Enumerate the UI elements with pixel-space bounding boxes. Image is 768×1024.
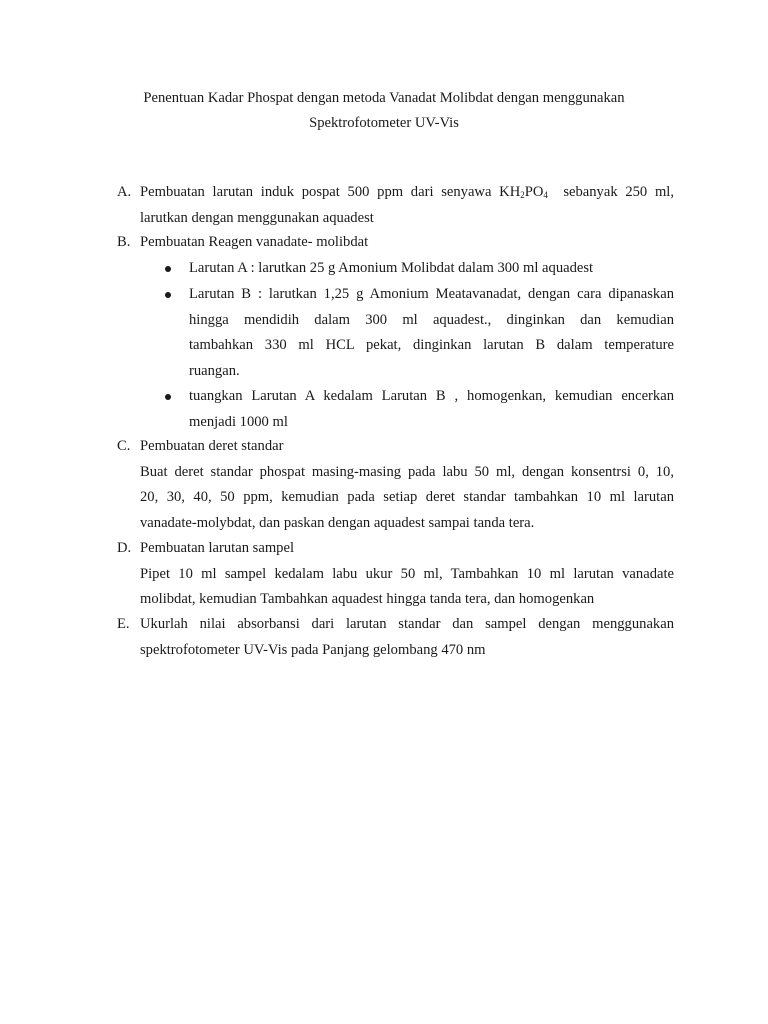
section-a-line-2: larutkan dengan menggunakan aquadest: [140, 209, 374, 226]
bullet-1-line-1: Larutan A : larutkan 25 g Amonium Molibdat dalam 300 ml aquadest: [189, 260, 594, 276]
section-a-line-1: [140, 180, 674, 206]
section-c-line-1: Buat deret standar phospat masing-masing pada labu 50 ml, dengan konsentrsi 0, 10,: [140, 463, 674, 480]
section-b-heading: Pembuatan Reagen vanadate- molibdat: [140, 234, 369, 250]
section-d-text: [140, 536, 674, 613]
title-line-1: Penentuan Kadar Phospat dengan metoda Vanadat Molibdat dengan menggunakan: [143, 90, 625, 106]
bullet-2-line-4: ruangan.: [189, 362, 240, 379]
subscript-2: 2: [520, 190, 525, 200]
section-b-marker: B.: [117, 234, 131, 250]
bullet-2-line-1: Larutan B : larutkan 1,25 g Amonium Meatavanadat, dengan cara dipanaskan: [189, 286, 674, 302]
section-c-text: [140, 434, 674, 536]
bullet-3-line-1: tuangkan Larutan A kedalam Larutan B , homogenkan, kemudian encerkan: [189, 388, 674, 404]
bullet-2-line-3: tambahkan 330 ml HCL pekat, dinginkan larutan B dalam temperature: [189, 337, 674, 353]
section-b-heading-wrap: [140, 230, 674, 256]
bullet-icon: [165, 394, 171, 400]
section-c-heading: Pembuatan deret standar: [140, 438, 284, 454]
section-e-marker: E.: [117, 616, 130, 632]
bullet-1-text: [189, 256, 674, 282]
section-a-marker: A.: [117, 184, 132, 200]
section-e-line-1: Ukurlah nilai absorbansi dari larutan standar dan sampel dengan menggunakan: [140, 616, 674, 632]
subscript-4: 4: [543, 190, 548, 200]
bullet-3-text: [189, 384, 674, 435]
section-e-text: [140, 612, 674, 663]
section-a-line-1-mid: PO: [524, 184, 544, 200]
bullet-2-text: [189, 282, 674, 384]
section-d-marker: D.: [117, 540, 132, 556]
section-d-line-2: molibdat, kemudian Tambahkan aquadest hingga tanda tera, dan homogenkan: [140, 591, 595, 607]
section-d-line-1: Pipet 10 ml sampel kedalam labu ukur 50 ml, Tambahkan 10 ml larutan vanadate: [140, 565, 674, 582]
section-a-line-1-pre: Pembuatan larutan induk pospat 500 ppm dari senyawa KH: [140, 184, 521, 200]
bullet-icon: [165, 292, 171, 298]
section-a-line-1-post: sebanyak 250 ml,: [547, 184, 674, 200]
bullet-2-line-2: hingga mendidih dalam 300 ml aquadest., dinginkan dan kemudian: [189, 311, 674, 328]
bullet-icon: [165, 266, 171, 272]
section-c-line-3: vanadate-molybdat, dan paskan dengan aquadest sampai tanda tera.: [140, 514, 535, 531]
section-d-heading: Pembuatan larutan sampel: [140, 540, 294, 556]
section-a-text: [140, 180, 674, 231]
section-c-marker: C.: [117, 438, 131, 454]
section-e-line-2: spektrofotometer UV-Vis pada Panjang gelombang 470 nm: [140, 641, 486, 658]
title-line-2: Spektrofotometer UV-Vis: [309, 115, 459, 131]
bullet-3-line-2: menjadi 1000 ml: [189, 413, 288, 430]
section-c-line-2: 20, 30, 40, 50 ppm, kemudian pada setiap deret standar tambahkan 10 ml larutan: [140, 489, 674, 505]
